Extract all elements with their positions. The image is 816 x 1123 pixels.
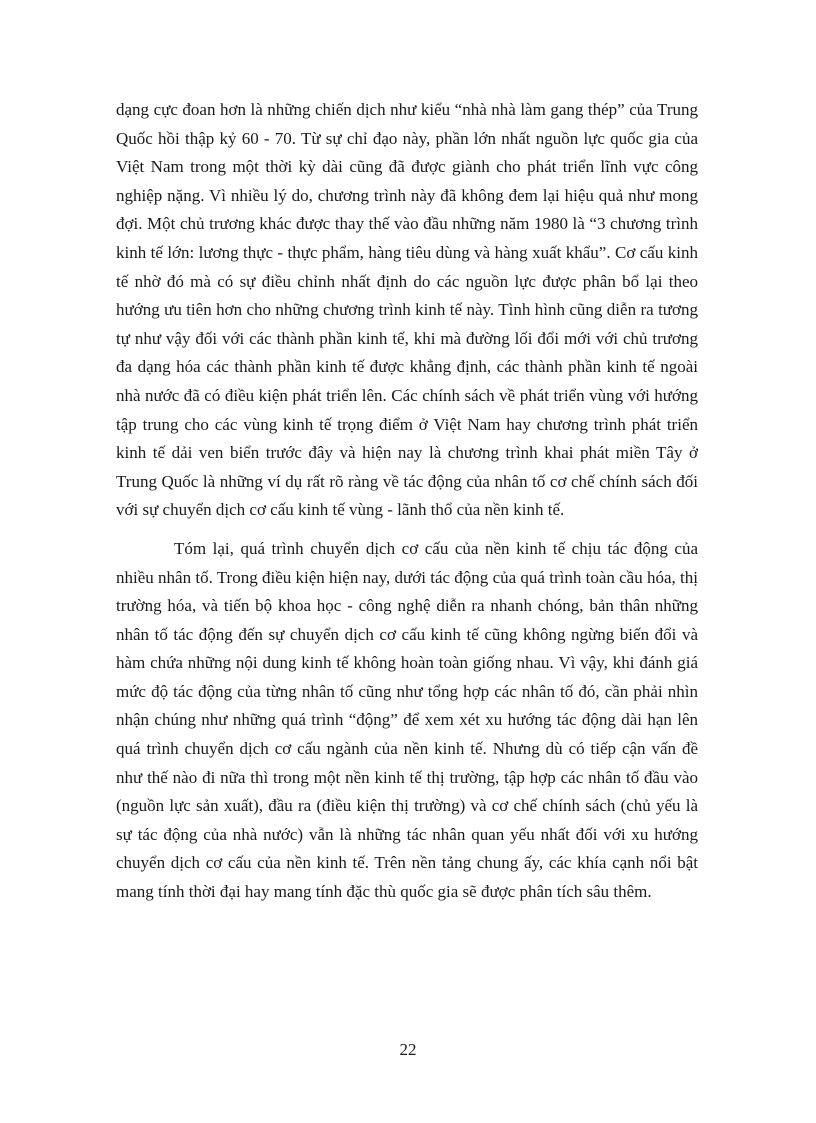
page-number: 22	[399, 1040, 417, 1059]
page-body	[116, 96, 698, 907]
paragraph-summary: Tóm lại, quá trình chuyển dịch cơ cấu của nền kinh tế chịu tác động của nhiều nhân tố. Trong điều kiện hiện nay, dưới tác động của quá trình toàn cầu hóa, thị trường hóa, và tiến bộ khoa học - công nghệ diễn ra nhanh chóng, bản thân những nhân tố tác động đến sự chuyển dịch cơ cấu kinh tế cũng không ngừng biến đổi và hàm chứa những nội dung kinh tế không hoàn toàn giống nhau. Vì vậy, khi đánh giá mức độ tác động của từng nhân tố cũng như tổng hợp các nhân tố đó, cần phải nhìn nhận chúng như những quá trình “động” để xem xét xu hướng tác động dài hạn lên quá trình chuyển dịch cơ cấu ngành của nền kinh tế. Nhưng dù có tiếp cận vấn đề như thế nào đi nữa thì trong một nền kinh tế thị trường, tập hợp các nhân tố đầu vào (nguồn lực sản xuất), đầu ra (điều kiện thị trường) và cơ chế chính sách (chủ yếu là sự tác động của nhà nước) vẫn là những tác nhân quan yếu nhất đối với xu hướng chuyển dịch cơ cấu của nền kinh tế. Trên nền tảng chung ấy, các khía cạnh nổi bật mang tính thời đại hay mang tính đặc thù quốc gia sẽ được phân tích sâu thêm.	[116, 538, 698, 902]
paragraph-continuation: dạng cực đoan hơn là những chiến dịch như kiểu “nhà nhà làm gang thép” của Trung Quốc hồi thập kỷ 60 - 70. Từ sự chỉ đạo này, phần lớn nhất nguồn lực quốc gia của Việt Nam trong một thời kỳ dài cũng đã được giành cho phát triển lĩnh vực công nghiệp nặng. Vì nhiều lý do, chương trình này đã không đem lại hiệu quả như mong đợi. Một chủ trương khác được thay thế vào đầu những năm 1980 là “3 chương trình kinh tế lớn: lương thực - thực phẩm, hàng tiêu dùng và hàng xuất khẩu”. Cơ cấu kinh tế nhờ đó mà có sự điều chỉnh nhất định do các nguồn lực được phân bổ lại theo hướng ưu tiên hơn cho những chương trình kinh tế này. Tình hình cũng diễn ra tương tự như vậy đối với các thành phần kinh tế, khi mà đường lối đổi mới với chủ trương đa dạng hóa các thành phần kinh tế được khẳng định, các thành phần kinh tế ngoài nhà nước đã có điều kiện phát triển lên. Các chính sách về phát triển vùng với hướng tập trung cho các vùng kinh tế trọng điểm ở Việt Nam hay chương trình phát triển kinh tế dải ven biển trước đây và hiện nay là chương trình khai phát miền Tây ở Trung Quốc là những ví dụ rất rõ ràng về tác động của nhân tố cơ chế chính sách đối với sự chuyển dịch cơ cấu kinh tế vùng - lãnh thổ của nền kinh tế.	[116, 100, 698, 520]
